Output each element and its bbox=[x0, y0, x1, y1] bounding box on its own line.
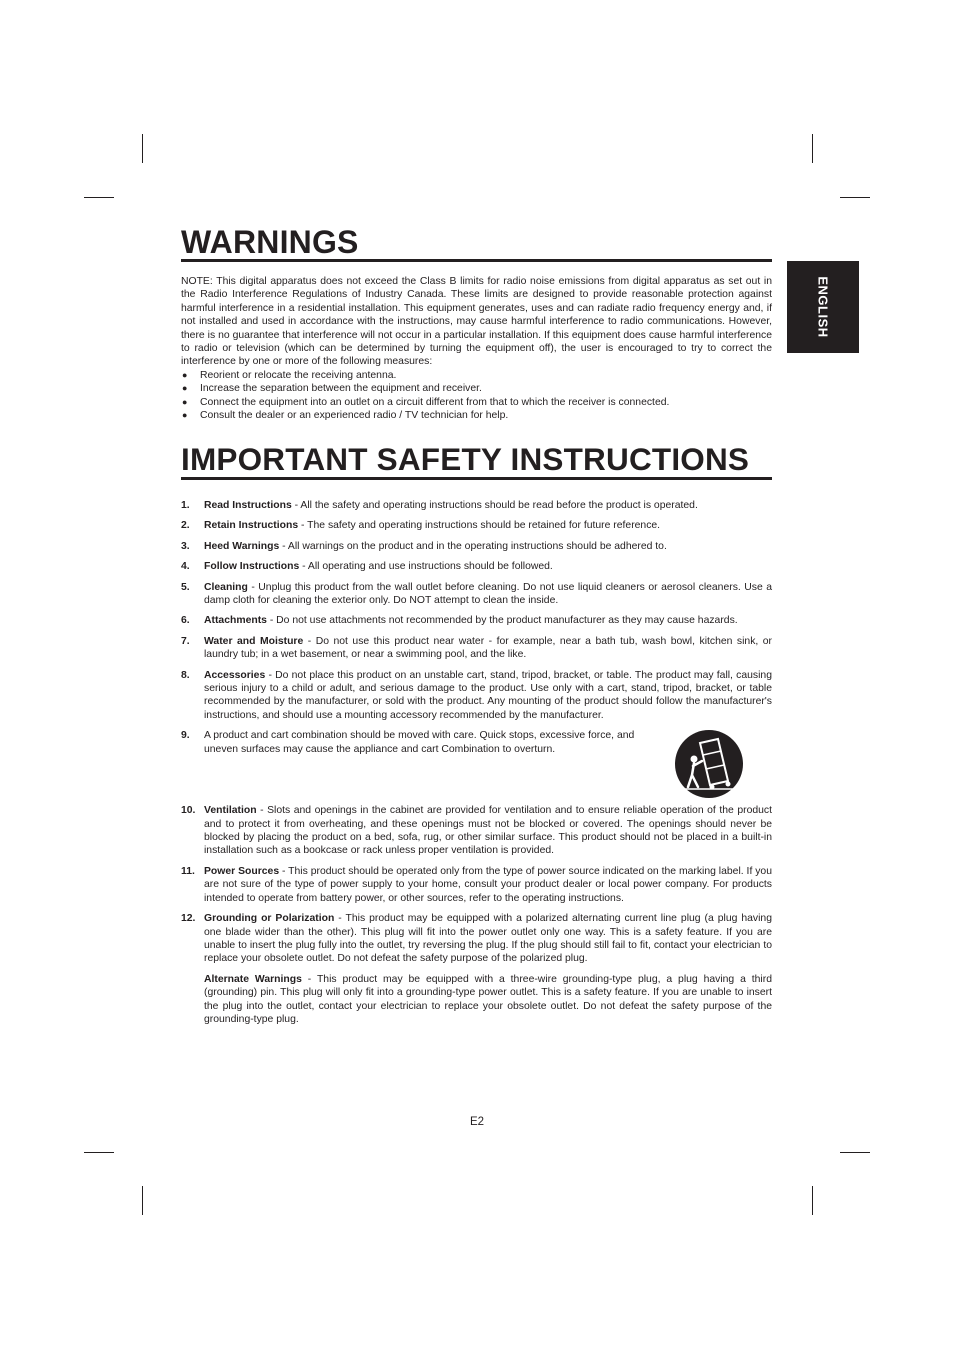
safety-instructions-list bbox=[181, 499, 772, 966]
page-content bbox=[181, 226, 772, 1037]
list-item: 6. Attachments - Do not use attachments not recommended by the product manufacturer as they may cause hazards. bbox=[181, 615, 738, 627]
crop-mark bbox=[84, 197, 114, 198]
list-item: 4. Follow Instructions - All operating and use instructions should be followed. bbox=[181, 561, 553, 573]
crop-mark bbox=[840, 197, 870, 198]
bullet-icon: ● bbox=[182, 396, 188, 407]
list-item: 3. Heed Warnings - All warnings on the product and in the operating instructions should be adhered to. bbox=[181, 540, 667, 552]
crop-mark bbox=[812, 1186, 813, 1215]
alternate-warnings: Alternate Warnings - This product may be equipped with a three-wire grounding-type plug, a plug having a third (grounding) pin. This plug will only fit into a grounding-type power outlet. This is a safety feature. If you are unable to insert the plug into the outlet, contact your electrician to replace your obsolete outlet. Do not defeat the safety purpose of the grounding-type plug. bbox=[204, 973, 772, 1025]
language-tab-label: ENGLISH bbox=[815, 276, 831, 338]
list-item: 7. Water and Moisture - Do not use this product near water - for example, near a bath tub, wash bowl, kitchen sink, or laundry tub; in a wet basement, or near a swimming pool, and the like. bbox=[181, 635, 773, 661]
list-item: 12. Grounding or Polarization - This product may be equipped with a polarized alternating current line plug (a plug having one blade wider than the other). This plug will fit into the power outlet only one way. This is a safety feature. If you are unable to insert the plug fully into the outlet, try reversing the plug. If the plug should still fail to fit, contact your electrician to replace your obsolete outlet. Do not defeat the safety purpose of the polarized plug. bbox=[181, 913, 772, 965]
warnings-measures-list bbox=[181, 369, 772, 423]
list-item: ● Connect the equipment into an outlet on a circuit different from that to which the receiver is connected. bbox=[182, 396, 670, 408]
list-item: ● Reorient or relocate the receiving antenna. bbox=[182, 369, 397, 381]
bullet-icon: ● bbox=[182, 369, 188, 380]
bullet-icon: ● bbox=[182, 383, 188, 394]
list-item: 11. Power Sources - This product should be operated only from the type of power source indicated on the marking label. If you are not sure of the type of power supply to your home, consult your product dealer or local power company. For products intended to operate from battery power, or other sources, refer to the operating instructions. bbox=[181, 865, 772, 904]
list-item: 8. Accessories - Do not place this product on an unstable cart, stand, tripod, bracket, or table. The product may fall, causing serious injury to a child or adult, and serious damage to the product. Use only with a cart, stand, tripod, bracket, or table recommended by the manufacturer, or sold with the product. Any mounting of the product should follow the manufacturer's instructions, and should use a mounting accessory recommended by the manufacturer. bbox=[181, 669, 772, 721]
list-item: 9. A product and cart combination should be moved with care. Quick stops, excessive force, and uneven surfaces may cause the appliance and cart Combination to overturn. bbox=[181, 729, 772, 797]
crop-mark bbox=[84, 1152, 114, 1153]
warnings-note: NOTE: This digital apparatus does not exceed the Class B limits for radio noise emissions from digital apparatus as set out in the Radio Interference Regulations of Industry Canada. These limits are designed to provide reasonable protection against harmful interference in a residential installation. This equipment generates, uses and can radiate radio frequency energy and, if not installed and used in accordance with the instructions, may cause harmful interference to radio communications. However, there is no guarantee that interference will not occur in a particular installation. If this equipment does cause harmful interference to radio or television (which can be determined by turning the equipment off), the user is encouraged to try to correct the interference by one or more of the following measures: bbox=[181, 276, 772, 368]
crop-mark bbox=[812, 134, 813, 163]
list-item: 10. Ventilation - Slots and openings in the cabinet are provided for ventilation and to ensure reliable operation of the product and to protect it from overheating, and these openings must not be blocked or covered. The openings should never be blocked by placing the product on a bed, sofa, rug, or other similar surface. This product should not be placed in a built-in installation such as a bookcase or rack unless proper ventilation is provided. bbox=[181, 805, 772, 857]
list-item: ● Consult the dealer or an experienced radio / TV technician for help. bbox=[182, 410, 509, 422]
crop-mark bbox=[840, 1152, 870, 1153]
list-item: 2. Retain Instructions - The safety and operating instructions should be retained for future reference. bbox=[181, 520, 661, 532]
warnings-title: WARNINGS bbox=[181, 226, 772, 262]
crop-mark bbox=[142, 134, 143, 163]
bullet-icon: ● bbox=[182, 410, 188, 421]
list-item: 5. Cleaning - Unplug this product from the wall outlet before cleaning. Do not use liquid cleaners or aerosol cleaners. Use a damp cloth for cleaning the exterior only. Do NOT attempt to clean the inside. bbox=[181, 581, 772, 606]
crop-mark bbox=[142, 1186, 143, 1215]
cart-tip-over-warning-icon bbox=[672, 729, 746, 799]
safety-title: IMPORTANT SAFETY INSTRUCTIONS bbox=[181, 444, 772, 480]
list-item: ● Increase the separation between the equipment and receiver. bbox=[182, 383, 482, 395]
page-number: E2 bbox=[469, 1116, 485, 1128]
language-tab bbox=[787, 261, 859, 353]
list-item: 1. Read Instructions - All the safety and operating instructions should be read before the product is operated. bbox=[181, 499, 698, 511]
